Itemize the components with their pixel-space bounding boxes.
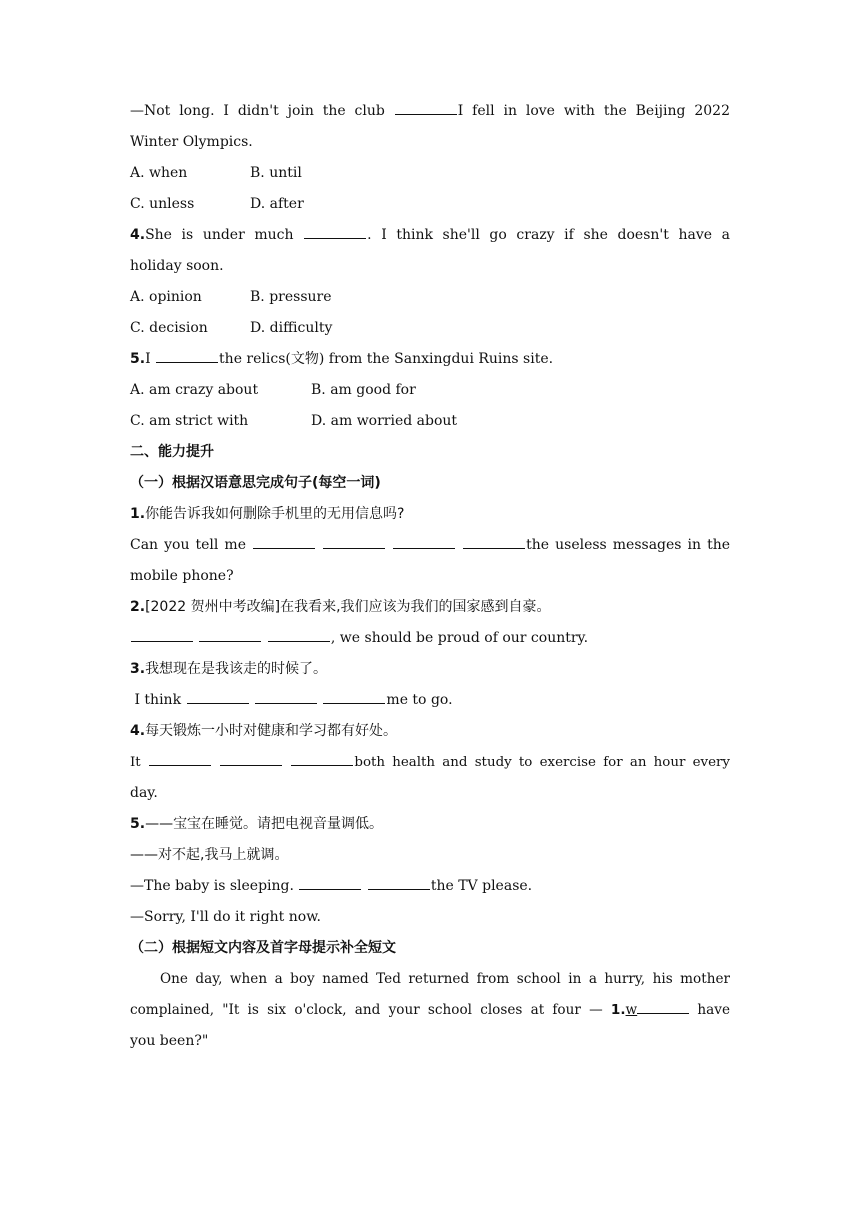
q4-option-a[interactable]: A. opinion	[130, 289, 202, 305]
q4-option-b[interactable]: B. pressure	[250, 289, 332, 305]
answer-blank[interactable]	[637, 999, 689, 1014]
answer-blank[interactable]	[149, 751, 211, 766]
answer-blank[interactable]	[255, 689, 317, 704]
q3-line-2: Winter Olympics.	[130, 134, 253, 150]
passage-blank-1[interactable]: w	[626, 1002, 690, 1018]
part2-title: （二）根据短文内容及首字母提示补全短文	[130, 940, 396, 956]
answer-blank[interactable]	[291, 751, 353, 766]
q3-option-b[interactable]: B. until	[250, 165, 302, 181]
q4-option-d[interactable]: D. difficulty	[250, 320, 333, 336]
s5-chinese-1: 5.——宝宝在睡觉。请把电视音量调低。	[130, 816, 384, 832]
q3-option-c[interactable]: C. unless	[130, 196, 195, 212]
worksheet-page	[130, 96, 730, 1057]
q5-options-row-1	[130, 375, 730, 406]
answer-blank[interactable]	[199, 627, 261, 642]
part1-title: （一）根据汉语意思完成句子(每空一词)	[130, 475, 381, 491]
q3-option-d[interactable]: D. after	[250, 196, 304, 212]
s5-chinese-2: ——对不起,我马上就调。	[130, 847, 289, 863]
s1-english: Can you tell me the useless messages in the	[130, 530, 730, 561]
q5-option-d[interactable]: D. am worried about	[311, 413, 458, 429]
q4-options-row-2	[130, 313, 730, 344]
s5-english-2: —Sorry, I'll do it right now.	[130, 909, 321, 925]
s4-english: It both health and study to exercise for an hour every	[130, 747, 730, 778]
passage-line-2: complained, "It is six o'clock, and your school closes at four — 1.w have	[130, 995, 730, 1026]
passage-line-1: One day, when a boy named Ted returned from school in a hurry, his mother	[160, 971, 730, 987]
answer-blank[interactable]	[304, 224, 366, 239]
answer-blank[interactable]	[253, 534, 315, 549]
q3-line-1: —Not long. I didn't join the club I fell in love with the Beijing 2022	[130, 96, 730, 127]
answer-blank[interactable]	[395, 100, 457, 115]
q4-options-row-1	[130, 282, 730, 313]
answer-blank[interactable]	[156, 348, 218, 363]
answer-blank[interactable]	[323, 689, 385, 704]
q4-line-1: 4.She is under much . I think she'll go crazy if she doesn't have a	[130, 220, 730, 251]
q5-options-row-2	[130, 406, 730, 437]
answer-blank[interactable]	[463, 534, 525, 549]
answer-blank[interactable]	[220, 751, 282, 766]
s4-chinese: 4.每天锻炼一小时对健康和学习都有好处。	[130, 723, 398, 739]
section-title: 二、能力提升	[130, 444, 214, 460]
answer-blank[interactable]	[268, 627, 330, 642]
s1-chinese: 1.你能告诉我如何删除手机里的无用信息吗?	[130, 506, 405, 522]
q5-line-1: 5.I the relics(文物) from the Sanxingdui Ruins site.	[130, 344, 730, 375]
s2-english: , we should be proud of our country.	[130, 623, 730, 654]
q3-options-row-1	[130, 158, 730, 189]
q5-option-c[interactable]: C. am strict with	[130, 413, 249, 429]
s5-english-1: —The baby is sleeping. the TV please.	[130, 871, 730, 902]
q4-line-2: holiday soon.	[130, 258, 224, 274]
q5-option-b[interactable]: B. am good for	[311, 382, 416, 398]
s3-chinese: 3.我想现在是我该走的时候了。	[130, 661, 328, 677]
q5-option-a[interactable]: A. am crazy about	[130, 382, 259, 398]
s3-english: I think me to go.	[130, 685, 730, 716]
s4-english-2: day.	[130, 785, 158, 801]
answer-blank[interactable]	[368, 875, 430, 890]
q3-option-a[interactable]: A. when	[130, 165, 188, 181]
answer-blank[interactable]	[299, 875, 361, 890]
s2-chinese: 2.[2022 贺州中考改编]在我看来,我们应该为我们的国家感到自豪。	[130, 599, 551, 615]
q4-option-c[interactable]: C. decision	[130, 320, 208, 336]
answer-blank[interactable]	[187, 689, 249, 704]
answer-blank[interactable]	[323, 534, 385, 549]
s1-english-2: mobile phone?	[130, 568, 234, 584]
answer-blank[interactable]	[393, 534, 455, 549]
answer-blank[interactable]	[131, 627, 193, 642]
q3-options-row-2	[130, 189, 730, 220]
passage-line-3: you been?"	[130, 1033, 209, 1049]
